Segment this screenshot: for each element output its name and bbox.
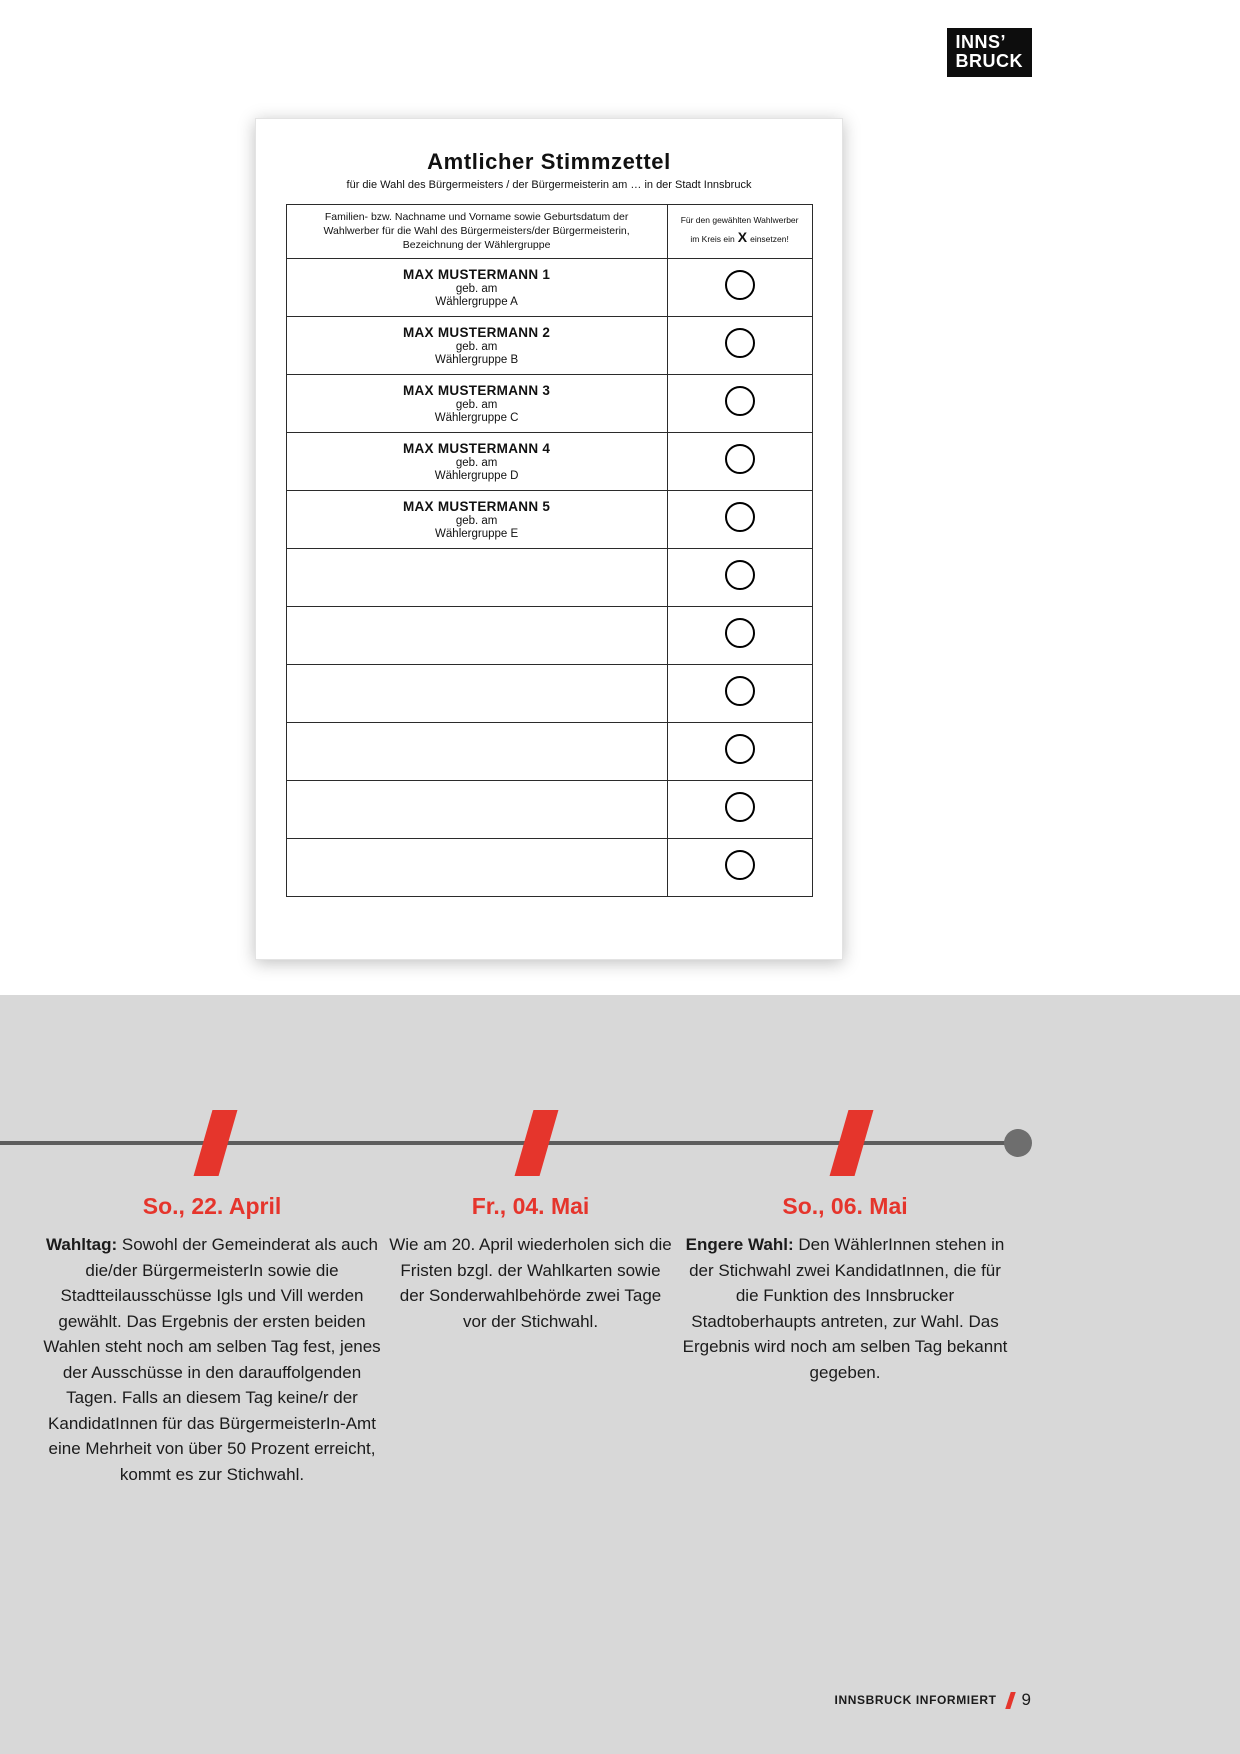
innsbruck-logo	[947, 28, 1033, 77]
vote-circle	[725, 850, 755, 880]
ballot-header-row	[286, 205, 812, 259]
timeline-event-may04	[388, 1193, 673, 1334]
vote-circle	[725, 328, 755, 358]
ballot-row-empty	[286, 722, 812, 780]
event-date: So., 06. Mai	[782, 1193, 908, 1219]
candidate-birthdate: geb. am	[455, 456, 498, 469]
ballot-row	[286, 374, 812, 432]
footer-slash-icon	[1005, 1692, 1016, 1709]
timeline-end-dot	[1004, 1129, 1032, 1157]
candidate-birthdate: geb. am	[455, 282, 498, 295]
event-date: Fr., 04. Mai	[471, 1193, 590, 1219]
ballot-header-right	[667, 205, 812, 259]
vote-circle	[725, 560, 755, 590]
candidate-group: Wählergruppe A	[435, 295, 518, 308]
footer-label: INNSBRUCK INFORMIERT	[834, 1693, 997, 1707]
ballot-row-empty	[286, 548, 812, 606]
ballot-header-left: Familien- bzw. Nachname und Vorname sowie Geburtsdatum der Wahlwerber für die Wahl des Bürgermeisters/der Bürgermeisterin, Bezeichnung der Wählergruppe	[286, 205, 667, 259]
event-text: Wie am 20. April wiederholen sich die Fristen bzgl. der Wahlkarten sowie der Sonderwahlbehörde zwei Tage vor der Stichwahl.	[389, 1235, 672, 1331]
ballot-header-right-post: einsetzen!	[750, 234, 789, 245]
candidate-birthdate: geb. am	[455, 398, 498, 411]
vote-circle	[725, 734, 755, 764]
event-description	[678, 1232, 1012, 1385]
vote-circle	[725, 502, 755, 532]
event-description	[388, 1232, 673, 1334]
vote-circle	[725, 386, 755, 416]
event-text: Den WählerInnen stehen in der Stichwahl zwei KandidatInnen, die für die Funktion des Innsbrucker Stadtoberhaupts antreten, zur Wahl. Das Ergebnis wird noch am selben Tag bekannt gegeben.	[682, 1235, 1008, 1382]
ballot-subtitle: für die Wahl des Bürgermeisters / der Bürgermeisterin am … in der Stadt Innsbruck	[346, 179, 752, 191]
event-lead: Engere Wahl:	[685, 1235, 794, 1254]
ballot-row-empty	[286, 664, 812, 722]
ballot-row	[286, 316, 812, 374]
event-date: So., 22. April	[142, 1193, 282, 1219]
candidate-group: Wählergruppe E	[435, 527, 519, 540]
page-number: 9	[1021, 1690, 1031, 1709]
timeline-event-april22	[42, 1193, 382, 1487]
candidate-group: Wählergruppe B	[435, 353, 519, 366]
timeline-event-may06	[678, 1193, 1012, 1385]
vote-circle	[725, 270, 755, 300]
vote-circle	[725, 618, 755, 648]
ballot-row	[286, 490, 812, 548]
ballot-header-right-pre: im Kreis ein	[690, 234, 735, 245]
candidate-name: MAX MUSTERMANN 2	[402, 324, 551, 340]
logo-line1: INNS’	[955, 32, 1007, 52]
event-text: Sowohl der Gemeinderat als auch die/der BürgermeisterIn sowie die Stadtteilausschüsse Igls und Vill werden gewählt. Das Ergebnis der ersten beiden Wahlen steht noch am selben Tag fest, jenes der Ausschüsse in den darauffolgenden Tagen. Falls an diesem Tag keine/r der KandidatInnen für das BürgermeisterIn-Amt eine Mehrheit von über 50 Prozent erreicht, kommt es zur Stichwahl.	[43, 1235, 381, 1484]
timeline-section	[0, 995, 1240, 1754]
vote-circle	[725, 676, 755, 706]
candidate-group: Wählergruppe D	[434, 469, 519, 482]
ballot-header-right-line1: Für den gewählten Wahlwerber	[680, 215, 799, 226]
candidate-name: MAX MUSTERMANN 3	[402, 382, 551, 398]
ballot-card	[255, 118, 843, 960]
logo-line2: BRUCK	[955, 50, 1023, 71]
event-description	[42, 1232, 382, 1487]
ballot-header-x-mark: X	[737, 229, 748, 246]
ballot-row-empty	[286, 838, 812, 896]
ballot-row	[286, 258, 812, 316]
ballot-row	[286, 432, 812, 490]
candidate-group: Wählergruppe C	[434, 411, 519, 424]
vote-circle	[725, 792, 755, 822]
ballot-table	[286, 204, 813, 897]
candidate-name: MAX MUSTERMANN 1	[402, 266, 551, 282]
vote-circle	[725, 444, 755, 474]
ballot-title: Amtlicher Stimmzettel	[427, 149, 671, 174]
candidate-name: MAX MUSTERMANN 5	[402, 498, 551, 514]
candidate-name: MAX MUSTERMANN 4	[402, 440, 551, 456]
event-lead: Wahltag:	[46, 1235, 118, 1254]
page-footer	[835, 1690, 1031, 1710]
ballot-row-empty	[286, 606, 812, 664]
ballot-row-empty	[286, 780, 812, 838]
timeline-line	[0, 1141, 1018, 1145]
candidate-birthdate: geb. am	[455, 340, 498, 353]
candidate-birthdate: geb. am	[455, 514, 498, 527]
